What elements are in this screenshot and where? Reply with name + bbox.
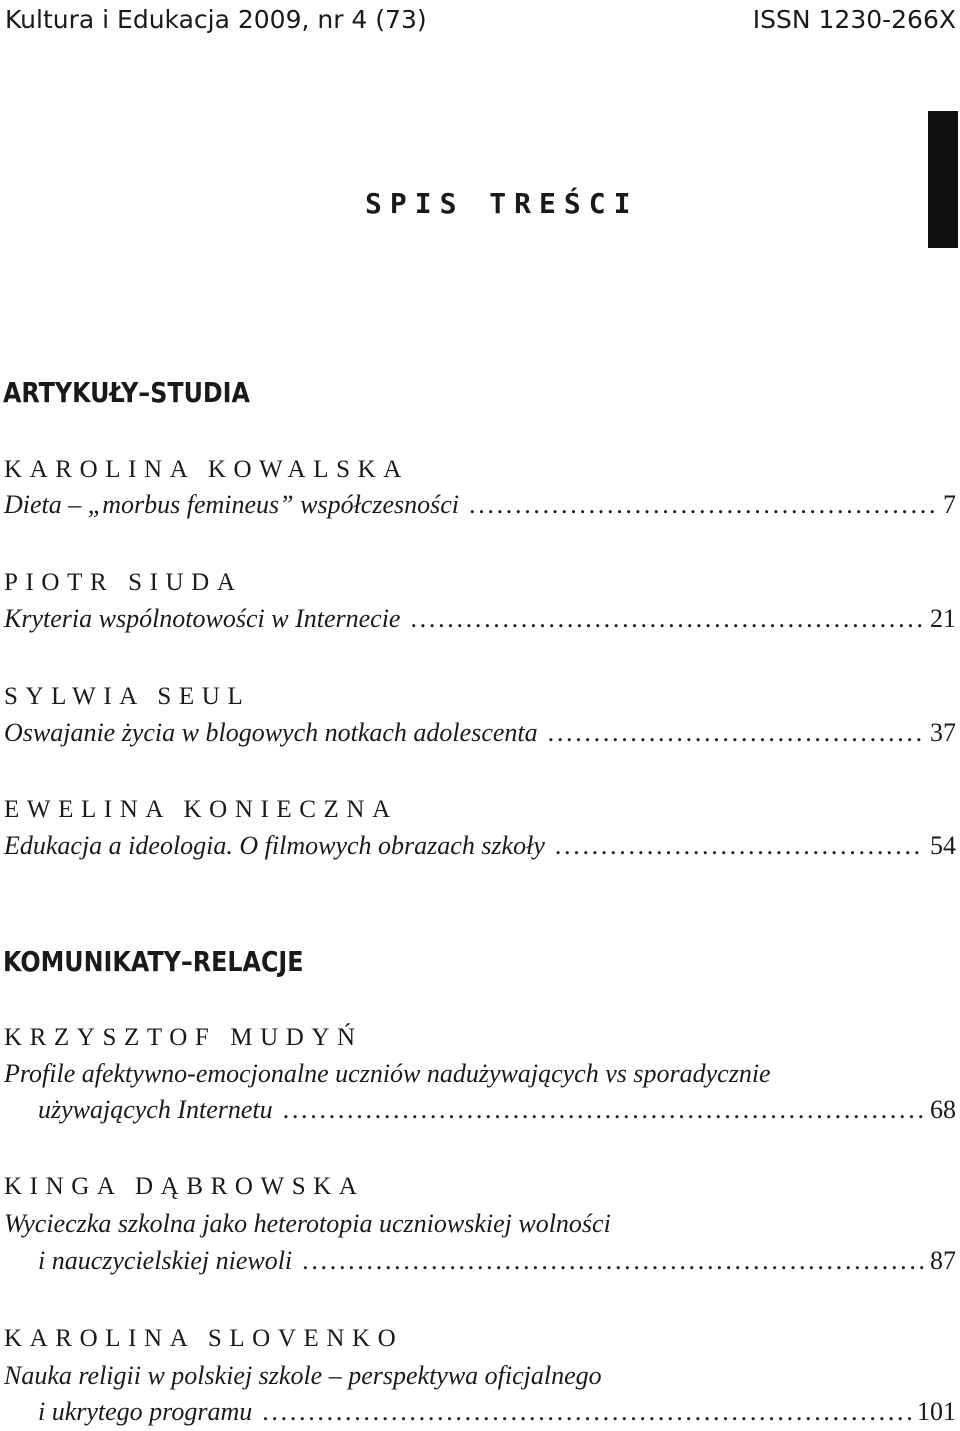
journal-header: Kultura i Edukacja 2009, nr 4 (73) bbox=[5, 5, 427, 34]
toc-entry-line[interactable] bbox=[38, 1093, 956, 1127]
page-number: 87 bbox=[930, 1246, 956, 1275]
section-heading: ARTYKUŁY–STUDIA bbox=[3, 376, 250, 409]
page-number: 37 bbox=[930, 718, 956, 747]
toc-entry-line[interactable] bbox=[4, 716, 956, 750]
dot-leader bbox=[469, 488, 937, 522]
section-heading: KOMUNIKATY–RELACJE bbox=[3, 945, 304, 978]
article-title: Oswajanie życia w blogowych notkach adolescenta bbox=[4, 718, 538, 747]
section-marker-bar bbox=[928, 111, 958, 248]
toc-entry-line[interactable] bbox=[38, 1244, 956, 1278]
dot-leader bbox=[410, 602, 924, 636]
author-name: SYLWIA SEUL bbox=[4, 683, 251, 710]
page-number: 7 bbox=[943, 490, 956, 519]
dot-leader bbox=[302, 1244, 924, 1278]
toc-entry-line[interactable] bbox=[4, 488, 956, 522]
issn-header: ISSN 1230-266X bbox=[752, 5, 956, 34]
article-title: Wycieczka szkolna jako heterotopia uczniowskiej wolności bbox=[4, 1209, 611, 1238]
toc-entry-line[interactable] bbox=[4, 602, 956, 636]
author-name: KRZYSZTOF MUDYŃ bbox=[4, 1024, 363, 1051]
dot-leader bbox=[548, 716, 924, 750]
article-title: i nauczycielskiej niewoli bbox=[38, 1246, 293, 1275]
author-name: KINGA DĄBROWSKA bbox=[4, 1173, 365, 1200]
article-title: i ukrytego programu bbox=[38, 1397, 253, 1426]
article-title: Dieta – „morbus femineus” współczesności bbox=[4, 490, 459, 519]
dot-leader bbox=[283, 1093, 924, 1127]
page-number: 54 bbox=[930, 831, 956, 860]
author-name: PIOTR SIUDA bbox=[4, 569, 243, 596]
author-name: EWELINA KONIECZNA bbox=[4, 796, 398, 823]
page-number: 68 bbox=[930, 1095, 956, 1124]
dot-leader bbox=[262, 1395, 911, 1429]
article-title: Profile afektywno-emocjonalne uczniów nadużywających vs sporadycznie bbox=[4, 1059, 771, 1088]
author-name: KAROLINA SLOVENKO bbox=[4, 1325, 404, 1352]
dot-leader bbox=[555, 829, 924, 863]
article-title: Edukacja a ideologia. O filmowych obrazach szkoły bbox=[4, 831, 545, 860]
article-title: używających Internetu bbox=[38, 1095, 273, 1124]
author-name: KAROLINA KOWALSKA bbox=[4, 456, 409, 483]
toc-entry-line[interactable] bbox=[38, 1395, 956, 1429]
page-number: 101 bbox=[917, 1397, 956, 1426]
toc-entry-line[interactable] bbox=[4, 829, 956, 863]
toc-title: SPIS TREŚCI bbox=[365, 187, 639, 220]
article-title: Kryteria wspólnotowości w Internecie bbox=[4, 604, 401, 633]
article-title: Nauka religii w polskiej szkole – perspektywa oficjalnego bbox=[4, 1361, 602, 1390]
page-number: 21 bbox=[930, 604, 956, 633]
